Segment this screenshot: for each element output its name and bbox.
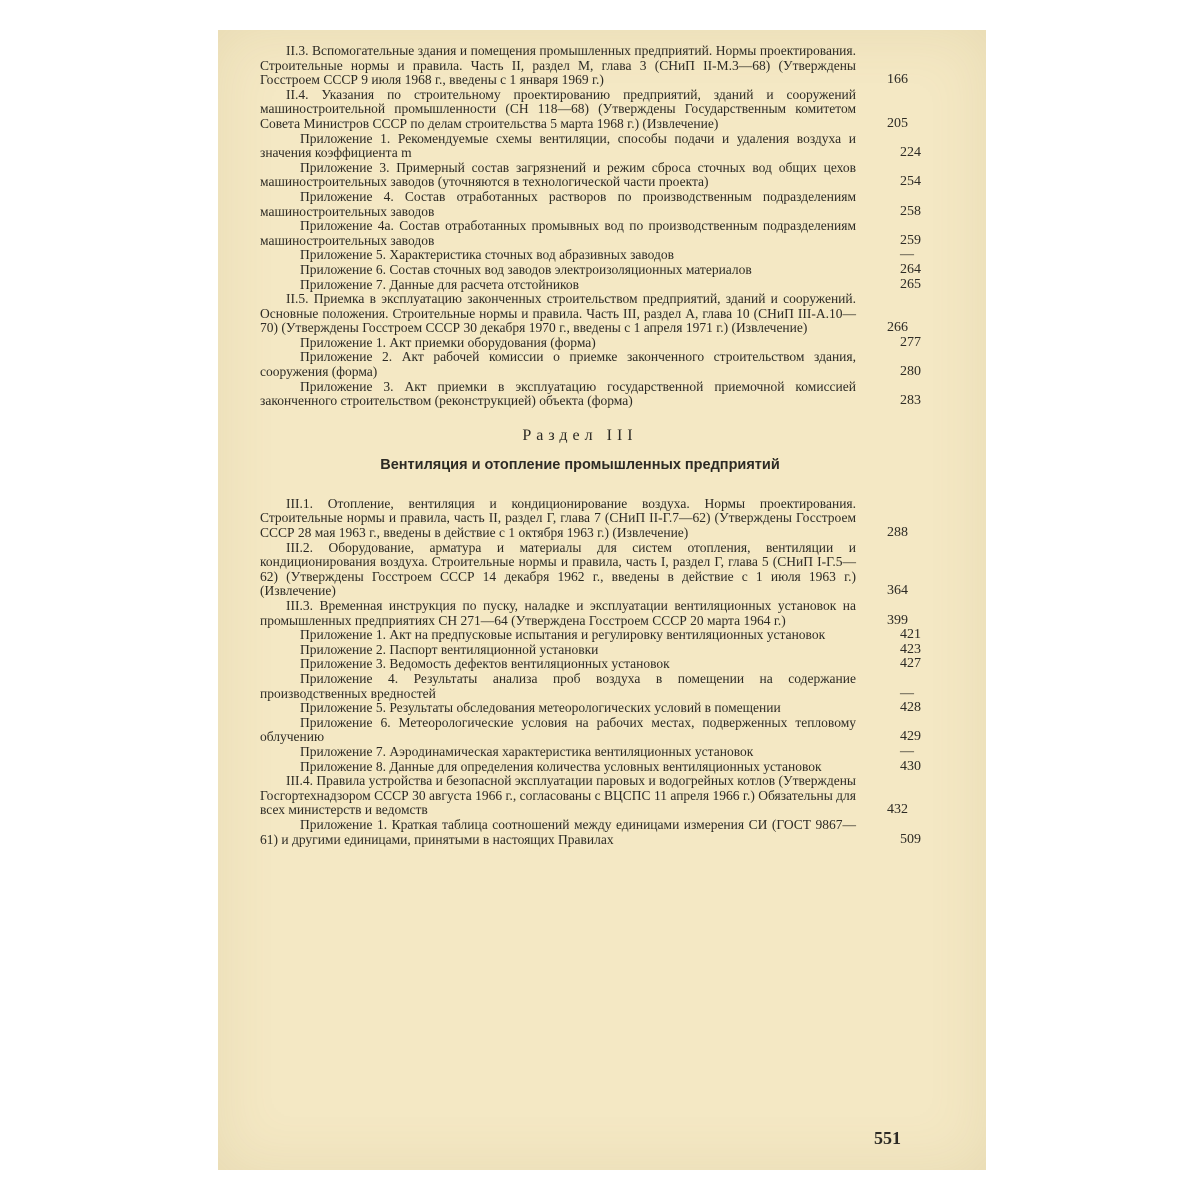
book-page: [218, 30, 986, 1170]
toc-appendix-entry: [260, 349, 921, 380]
toc-page-number: —: [900, 743, 914, 759]
toc-section-ii-tail: [260, 43, 921, 409]
toc-appendix-entry: [260, 218, 921, 248]
toc-entry-text: II.3. Вспомогательные здания и помещения промышленных предприятий. Нормы проектирования. Строительные нормы и правила. Часть II, раздел М, глава 3 (СНиП II-М.3—68) (Утверждены Госстроем СССР 9 июля 1968 г., введены с 1 января 1969 г.): [260, 43, 856, 88]
toc-entry-text: Приложение 4. Состав отработанных растворов по производственным подразделениям машиностроительных заводов: [260, 188, 856, 219]
toc-page-number: 258: [900, 203, 921, 219]
toc-entry-text: Приложение 4. Результаты анализа проб воздуха в помещении на содержание производственных вредностей: [260, 670, 856, 701]
toc-page-number: 430: [900, 758, 921, 774]
toc-page-number: 265: [900, 276, 921, 292]
toc-page-number: 266: [887, 320, 908, 336]
toc-entry-text: III.4. Правила устройства и безопасной эксплуатации паровых и водогрейных котлов (Утверждены Госгортехнадзором СССР 30 августа 1966 г., согласованы с ВЦСПС 11 апреля 1966 г.) Обязательны для всех министерств и ведомств: [260, 773, 856, 818]
toc-appendix-entry: [260, 334, 921, 351]
toc-entry-text: Приложение 8. Данные для определения количества условных вентиляционных установок: [300, 758, 822, 774]
toc-page-number: 259: [900, 232, 921, 248]
toc-entry: [260, 86, 908, 132]
toc-entry-text: Приложение 4а. Состав отработанных промывных вод по производственным подразделениям машиностроительных заводов: [260, 218, 856, 248]
toc-appendix-entry: [260, 130, 921, 161]
toc-entry-text: Приложение 5. Характеристика сточных вод абразивных заводов: [300, 247, 675, 263]
toc-appendix-entry: [260, 816, 921, 847]
toc-appendix-entry: [260, 743, 914, 760]
toc-appendix-entry: [260, 641, 921, 658]
toc-page-number: 283: [900, 393, 921, 409]
toc-appendix-entry: [260, 188, 921, 219]
toc-page-number: 432: [887, 802, 908, 818]
toc-appendix-entry: [260, 378, 921, 409]
toc-entry: [260, 598, 908, 628]
toc-appendix-entry: [260, 247, 914, 263]
page-number: 551: [874, 1128, 901, 1148]
toc-entry: [260, 43, 908, 88]
toc-entry-text: Приложение 3. Акт приемки в эксплуатацию государственной приемочной комиссией законченного строительством (реконструкцией) объекта (форма): [260, 378, 856, 409]
toc-page-number: 288: [887, 525, 908, 541]
toc-entry: [260, 291, 908, 336]
toc-page-number: 277: [900, 334, 921, 350]
toc-page-number: 399: [887, 612, 908, 628]
table-of-contents: [260, 43, 921, 847]
toc-page-number: 205: [887, 115, 908, 131]
toc-appendix-entry: [260, 700, 921, 716]
section-heading: [260, 427, 900, 473]
toc-entry-text: Приложение 6. Метеорологические условия на рабочих местах, подверженных тепловому облучению: [260, 714, 856, 745]
toc-entry-text: Приложение 7. Аэродинамическая характеристика вентиляционных установок: [300, 743, 754, 759]
toc-appendix-entry: [260, 670, 914, 701]
toc-appendix-entry: [260, 656, 921, 672]
toc-entry-text: Приложение 1. Акт на предпусковые испытания и регулировку вентиляционных установок: [300, 627, 826, 643]
toc-page-number: 421: [900, 627, 921, 643]
section-title: Вентиляция и отопление промышленных предприятий: [380, 456, 780, 473]
toc-entry-text: Приложение 5. Результаты обследования метеорологических условий в помещении: [300, 700, 781, 716]
section-label: Раздел III: [522, 426, 638, 444]
toc-entry-text: III.3. Временная инструкция по пуску, наладке и эксплуатации вентиляционных установок на промышленных предприятиях СН 271—64 (Утверждена Госстроем СССР 20 марта 1964 г.): [260, 598, 856, 628]
toc-entry-text: Приложение 6. Состав сточных вод заводов электроизоляционных материалов: [300, 261, 752, 277]
toc-entry-text: III.2. Оборудование, арматура и материалы для систем отопления, вентиляции и кондиционирования воздуха. Строительные нормы и правила, часть I, раздел Г, глава 5 (СНиП I-Г.5—62) (Утверждены Госстроем СССР 14 декабря 1962 г., введены в действие с 1 июля 1963 г.) (Извлечение): [260, 539, 856, 599]
toc-page-number: 428: [900, 700, 921, 716]
toc-entry-text: Приложение 1. Рекомендуемые схемы вентиляции, способы подачи и удаления воздуха и значения коэффициента m: [260, 130, 856, 161]
toc-page-number: 423: [900, 641, 921, 657]
toc-entry-text: Приложение 3. Примерный состав загрязнений и режим сброса сточных вод общих цехов машиностроительных заводов (уточняются в технологической части проекта): [260, 159, 856, 190]
toc-entry-text: Приложение 2. Акт рабочей комиссии о приемке законченного строительством здания, сооружения (форма): [260, 349, 856, 380]
toc-page-number: 254: [900, 174, 921, 190]
toc-page-number: 509: [900, 831, 921, 847]
toc-entry-text: Приложение 3. Ведомость дефектов вентиляционных установок: [300, 656, 670, 672]
toc-page-number: 427: [900, 656, 921, 672]
toc-entry-text: Приложение 1. Акт приемки оборудования (форма): [300, 334, 596, 350]
toc-page-number: 364: [887, 583, 908, 599]
toc-entry-text: Приложение 2. Паспорт вентиляционной установки: [300, 641, 599, 657]
toc-entry: [260, 539, 908, 599]
toc-appendix-entry: [260, 159, 921, 190]
toc-entry: [260, 495, 908, 541]
toc-page-number: 264: [900, 261, 921, 277]
toc-section-iii: [260, 495, 921, 847]
toc-appendix-entry: [260, 627, 921, 643]
toc-page-number: 166: [887, 72, 908, 88]
toc-page-number: —: [900, 685, 914, 701]
toc-entry: [260, 773, 908, 818]
toc-entry-text: III.1. Отопление, вентиляция и кондиционирование воздуха. Нормы проектирования. Строительные нормы и правила, часть II, раздел Г, глава 7 (СНиП II-Г.7—62) (Утверждены Госстроем СССР 28 мая 1963 г., введены в действие с 1 октября 1963 г.) (Извлечение): [260, 495, 856, 541]
toc-appendix-entry: [260, 261, 921, 278]
toc-page-number: —: [900, 247, 914, 263]
toc-page-number: 429: [900, 729, 921, 745]
toc-entry-text: II.4. Указания по строительному проектированию предприятий, зданий и сооружений машиностроительной промышленности (СН 118—68) (Утверждены Государственным комитетом Совета Министров СССР по делам строительства 5 марта 1968 г.) (Извлечение): [260, 86, 856, 131]
toc-entry-text: II.5. Приемка в эксплуатацию законченных строительством предприятий, зданий и сооружений. Основные положения. Строительные нормы и правила. Часть III, раздел А, глава 10 (СНиП III-А.10—70) (Утверждены Госстроем СССР 30 декабря 1970 г., введены с 1 апреля 1971 г.) (Извлечение): [260, 291, 856, 336]
toc-appendix-entry: [260, 714, 921, 745]
toc-entry-text: Приложение 7. Данные для расчета отстойников: [300, 276, 580, 292]
toc-entry-text: Приложение 1. Краткая таблица соотношений между единицами измерения СИ (ГОСТ 9867—61) и другими единицами, принятыми в настоящих Правилах: [260, 816, 856, 847]
toc-page-number: 224: [900, 145, 921, 161]
toc-appendix-entry: [260, 276, 921, 293]
toc-page-number: 280: [900, 364, 921, 380]
toc-appendix-entry: [260, 758, 921, 775]
